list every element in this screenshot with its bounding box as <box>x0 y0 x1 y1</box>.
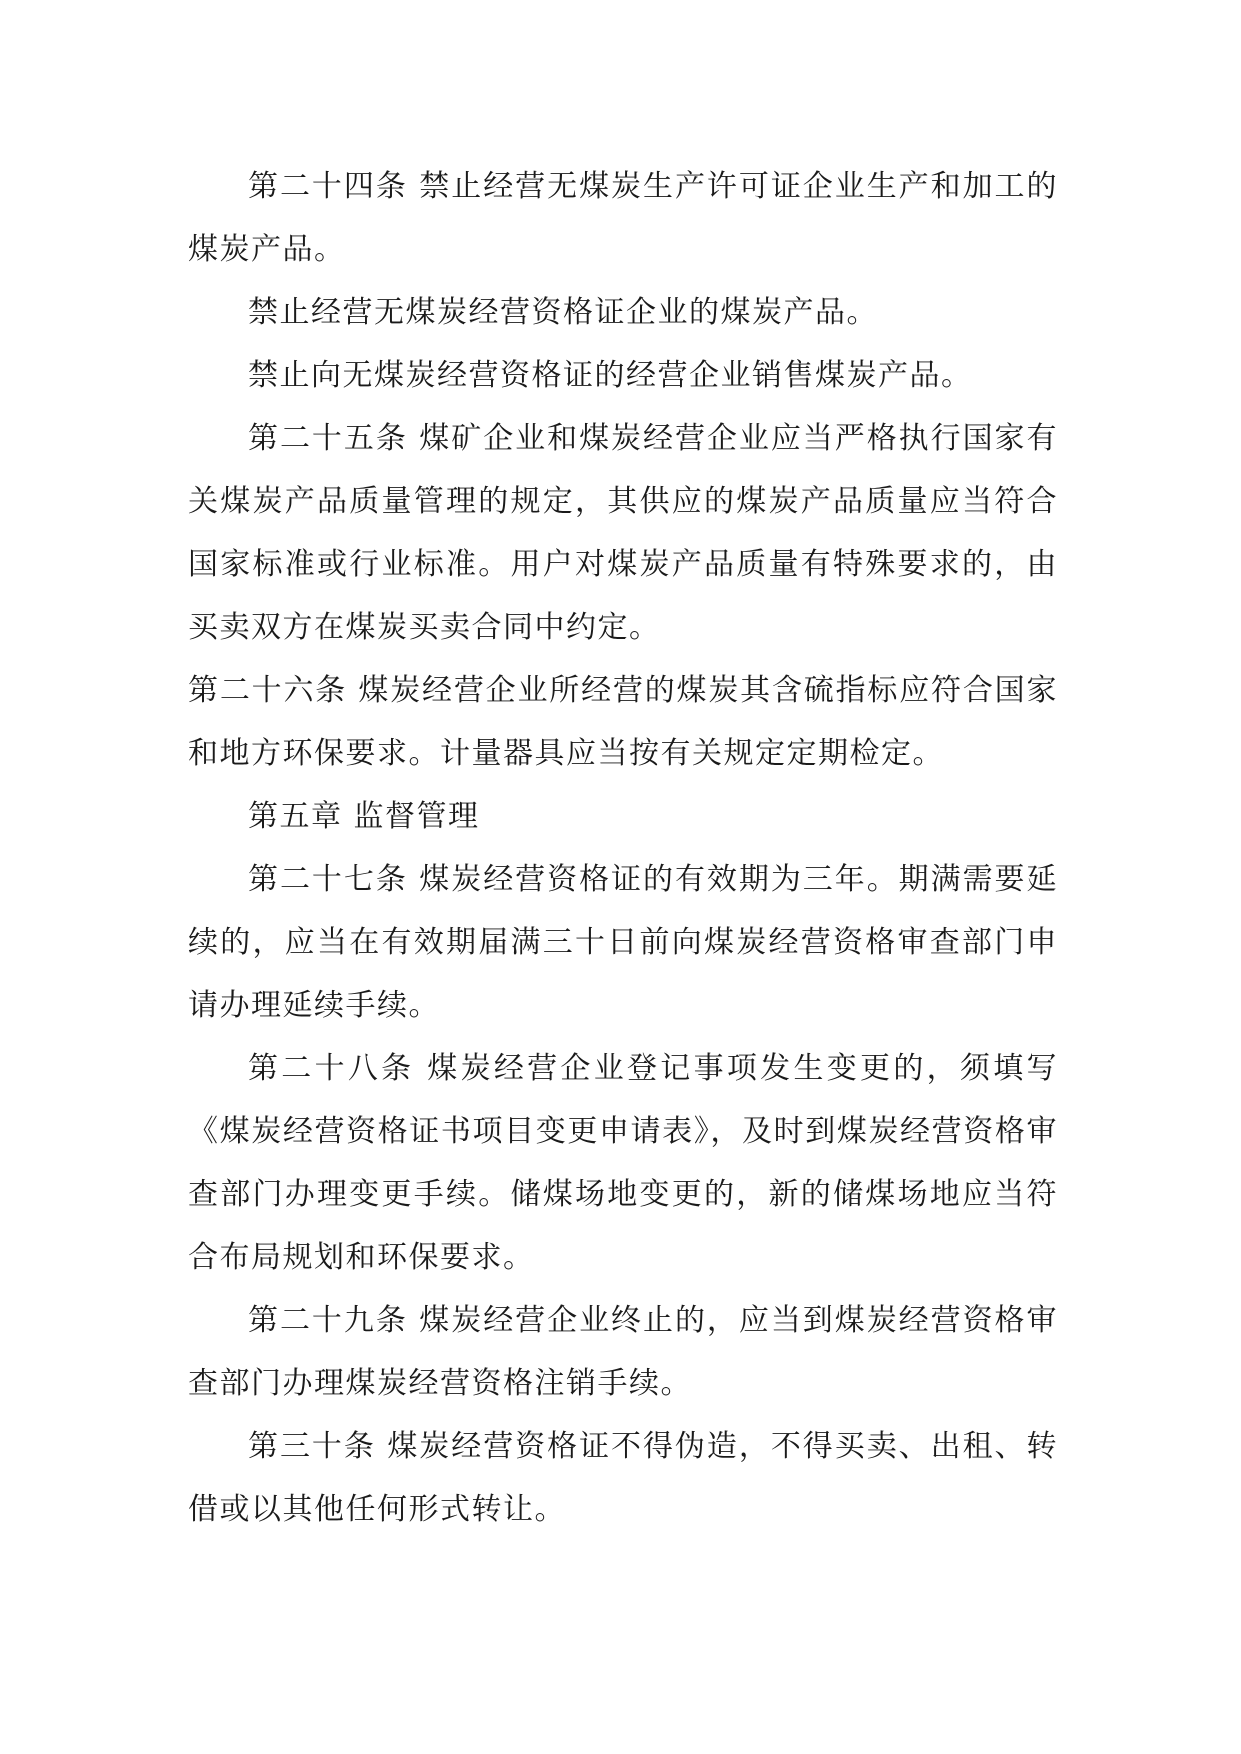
article-24-clause-3: 禁止向无煤炭经营资格证的经营企业销售煤炭产品。 <box>248 358 973 393</box>
article-27-paragraph: 第二十七条 煤炭经营资格证的有效期为三年。期满需要延续的，应当在有效期届满三十日前向煤炭经营资格审查部门申请办理延续手续。 <box>188 862 1058 1023</box>
article-24-paragraph: 第二十四条 禁止经营无煤炭生产许可证企业生产和加工的煤炭产品。 <box>188 169 1058 267</box>
article-29-paragraph: 第二十九条 煤炭经营企业终止的，应当到煤炭经营资格审查部门办理煤炭经营资格注销手续。 <box>188 1303 1058 1401</box>
chapter-5-heading: 第五章 监督管理 <box>248 799 480 834</box>
document-page <box>188 155 1058 1541</box>
article-24-clause-2: 禁止经营无煤炭经营资格证企业的煤炭产品。 <box>248 295 878 330</box>
article-26-paragraph: 第二十六条 煤炭经营企业所经营的煤炭其含硫指标应符合国家和地方环保要求。计量器具应当按有关规定定期检定。 <box>188 673 1058 771</box>
article-28-paragraph: 第二十八条 煤炭经营企业登记事项发生变更的，须填写《煤炭经营资格证书项目变更申请表》，及时到煤炭经营资格审查部门办理变更手续。储煤场地变更的，新的储煤场地应当符合布局规划和环保要求。 <box>188 1051 1058 1275</box>
article-30-paragraph: 第三十条 煤炭经营资格证不得伪造，不得买卖、出租、转借或以其他任何形式转让。 <box>188 1429 1058 1527</box>
article-25-paragraph: 第二十五条 煤矿企业和煤炭经营企业应当严格执行国家有关煤炭产品质量管理的规定，其供应的煤炭产品质量应当符合国家标准或行业标准。用户对煤炭产品质量有特殊要求的，由买卖双方在煤炭买卖合同中约定。 <box>188 421 1058 645</box>
